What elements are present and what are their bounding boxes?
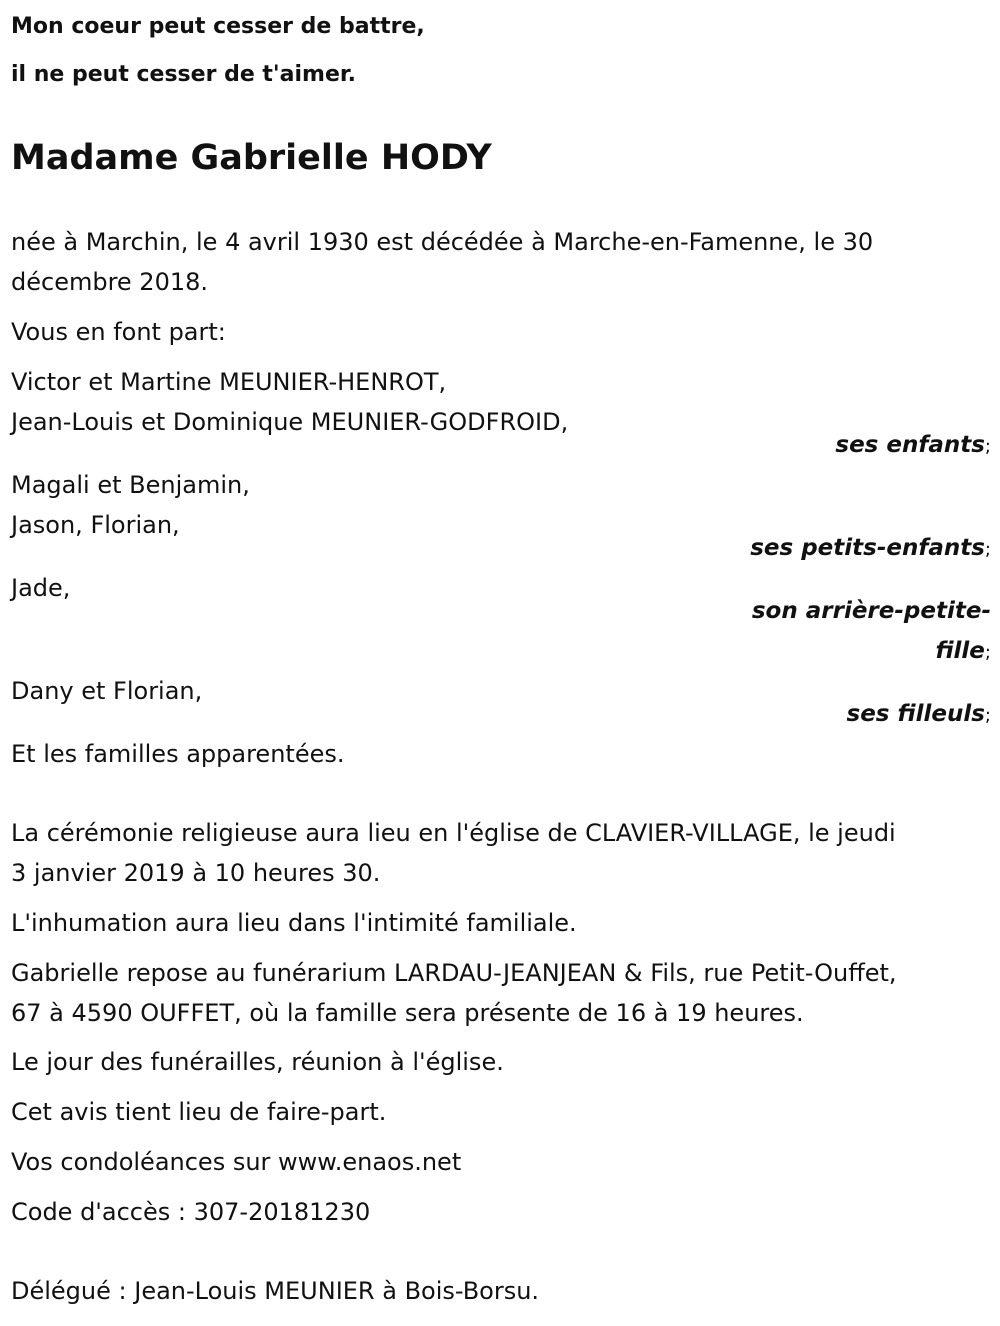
great-grandchild-line: Jade, [11,574,71,602]
grandchildren-label: ses petits-enfants; [750,535,991,561]
epigraph-line-1: Mon coeur peut cesser de battre, [11,14,425,39]
burial-text: L'inhumation aura lieu dans l'intimité familiale. [11,909,577,937]
repose-line-2: 67 à 4590 OUFFET, où la famille sera présente de 16 à 19 heures. [11,999,804,1027]
godchildren-line: Dany et Florian, [11,677,203,705]
related-families: Et les familles apparentées. [11,740,345,768]
repose-line-1: Gabrielle repose au funérarium LARDAU-JEANJEAN & Fils, rue Petit-Ouffet, [11,959,897,987]
announcement-intro: Vous en font part: [11,318,226,346]
grandchildren-line-1: Magali et Benjamin, [11,471,250,499]
epigraph-line-2: il ne peut cesser de t'aimer. [11,62,356,87]
access-code-text: Code d'accès : 307-20181230 [11,1198,371,1226]
children-line-1: Victor et Martine MEUNIER-HENROT, [11,368,447,396]
birth-death-line-1: née à Marchin, le 4 avril 1930 est décédée à Marche-en-Famenne, le 30 [11,228,874,256]
children-label: ses enfants; [835,432,991,458]
great-grandchild-label-line-2: fille; [935,638,991,664]
deceased-name: Madame Gabrielle HODY [11,138,492,178]
notice-text: Cet avis tient lieu de faire-part. [11,1098,387,1126]
ceremony-line-2: 3 janvier 2019 à 10 heures 30. [11,859,381,887]
ceremony-line-1: La cérémonie religieuse aura lieu en l'église de CLAVIER-VILLAGE, le jeudi [11,819,896,847]
great-grandchild-label-line-1: son arrière-petite- [751,598,991,624]
condolences-text: Vos condoléances sur www.enaos.net [11,1148,462,1176]
children-line-2: Jean-Louis et Dominique MEUNIER-GODFROID, [11,408,569,436]
grandchildren-line-2: Jason, Florian, [11,511,180,539]
funeral-day-text: Le jour des funérailles, réunion à l'église. [11,1048,504,1076]
godchildren-label: ses filleuls; [846,701,991,727]
birth-death-line-2: décembre 2018. [11,268,209,296]
delegate-text: Délégué : Jean-Louis MEUNIER à Bois-Borsu. [11,1277,540,1305]
